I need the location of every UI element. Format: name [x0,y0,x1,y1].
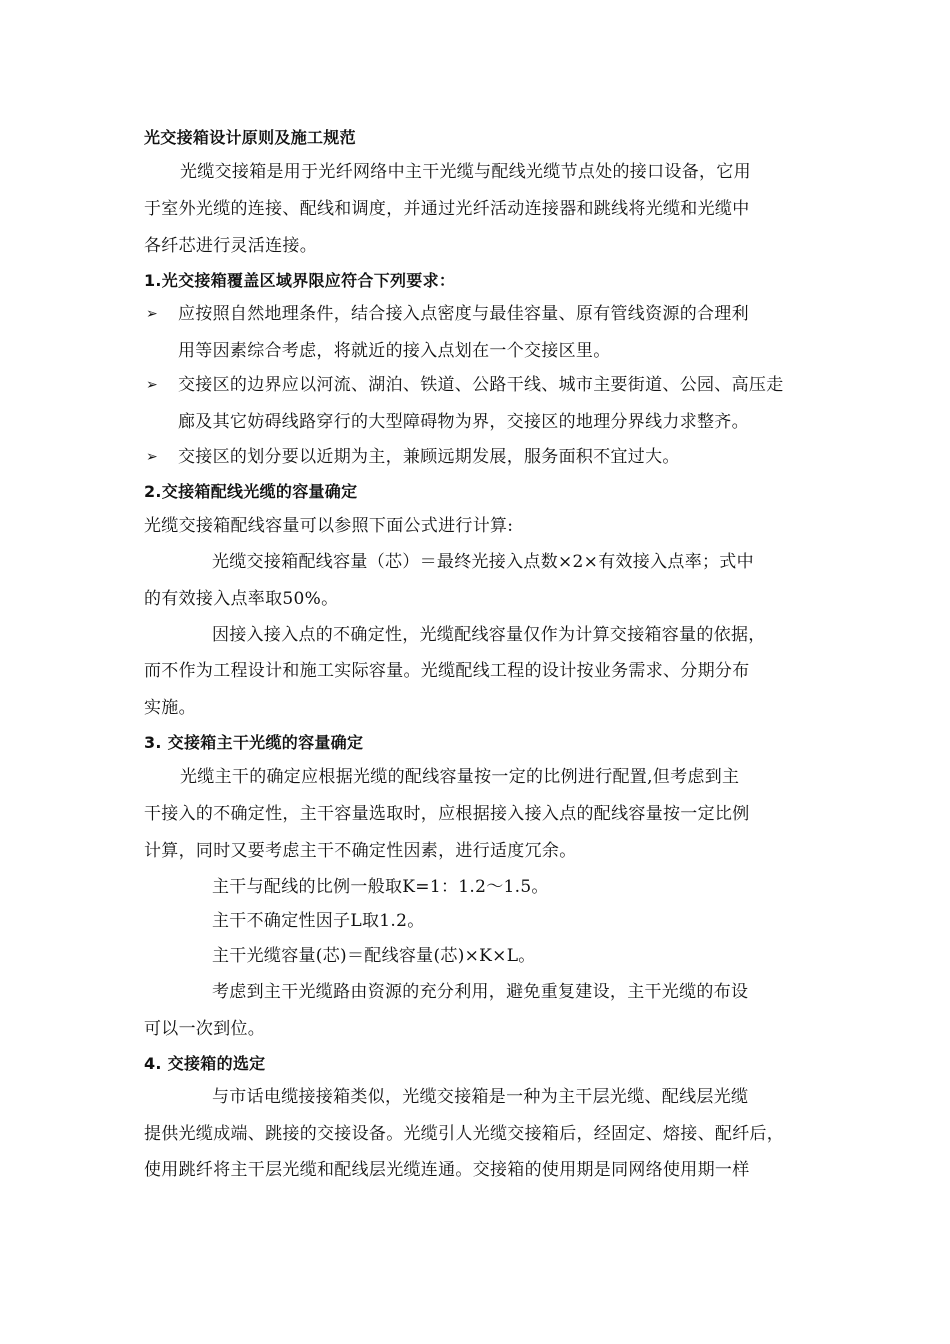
section3-layout-line-2: 可以一次到位。 [144,1019,266,1039]
section4-para-line-3: 使用跳纤将主干层光缆和配线层光缆连通。交接箱的使用期是同网络使用期一样 [144,1160,750,1180]
bullet-arrow-icon: ➢ [146,377,158,393]
section3-factor: 主干不确定性因子L取1.2。 [212,911,425,931]
section3-heading: 3. 交接箱主干光缆的容量确定 [144,733,364,752]
section2-note-line-1: 因接入接入点的不确定性，光缆配线容量仅作为计算交接箱容量的依据， [212,625,766,645]
section4-para-line-1: 与市话电缆接接箱类似，光缆交接箱是一种为主干层光缆、配线层光缆 [212,1087,749,1107]
section2-note-line-2: 而不作为工程设计和施工实际容量。光缆配线工程的设计按业务需求、分期分布 [144,661,750,681]
intro-line-2: 于室外光缆的连接、配线和调度，并通过光纤活动连接器和跳线将光缆和光缆中 [144,199,750,219]
intro-line-3: 各纤芯进行灵活连接。 [144,236,317,256]
section4-para-line-2: 提供光缆成端、跳接的交接设备。光缆引人光缆交接箱后，经固定、熔接、配纤后， [144,1124,785,1144]
section3-para-line-3: 计算，同时又要考虑主干不确定性因素，进行适度冗余。 [144,841,577,861]
bullet-arrow-icon: ➢ [146,306,158,322]
bullet-1-line-1: 应按照自然地理条件，结合接入点密度与最佳容量、原有管线资源的合理利 [178,304,749,324]
section3-para-line-2: 干接入的不确定性，主干容量选取时，应根据接入接入点的配线容量按一定比例 [144,804,750,824]
document-title: 光交接箱设计原则及施工规范 [144,128,356,147]
section1-heading: 1.光交接箱覆盖区域界限应符合下列要求： [144,271,456,290]
bullet-3-line-1: 交接区的划分要以近期为主，兼顾远期发展，服务面积不宜过大。 [178,447,680,467]
section3-para-line-1: 光缆主干的确定应根据光缆的配线容量按一定的比例进行配置,但考虑到主 [180,767,740,787]
intro-line-1: 光缆交接箱是用于光纤网络中主干光缆与配线光缆节点处的接口设备，它用 [180,162,751,182]
section3-formula: 主干光缆容量(芯)＝配线容量(芯)×K×L。 [212,946,536,966]
section3-ratio: 主干与配线的比例一般取K=1：1.2～1.5。 [212,877,549,897]
section4-heading: 4. 交接箱的选定 [144,1054,266,1073]
section2-heading: 2.交接箱配线光缆的容量确定 [144,482,358,501]
bullet-2-line-2: 廊及其它妨碍线路穿行的大型障碍物为界，交接区的地理分界线力求整齐。 [178,412,749,432]
section2-lead: 光缆交接箱配线容量可以参照下面公式进行计算: [144,516,514,536]
bullet-arrow-icon: ➢ [146,449,158,465]
section3-layout-line-1: 考虑到主干光缆路由资源的充分利用，避免重复建设，主干光缆的布设 [212,982,749,1002]
section2-formula-line-1: 光缆交接箱配线容量（芯）＝最终光接入点数×2×有效接入点率；式中 [212,552,754,572]
section2-note-line-3: 实施。 [144,698,196,718]
section2-formula-line-2: 的有效接入点率取50%。 [144,589,339,609]
bullet-2-line-1: 交接区的边界应以河流、湖泊、铁道、公路干线、城市主要街道、公园、高压走 [178,375,784,395]
bullet-1-line-2: 用等因素综合考虑，将就近的接入点划在一个交接区里。 [178,341,611,361]
